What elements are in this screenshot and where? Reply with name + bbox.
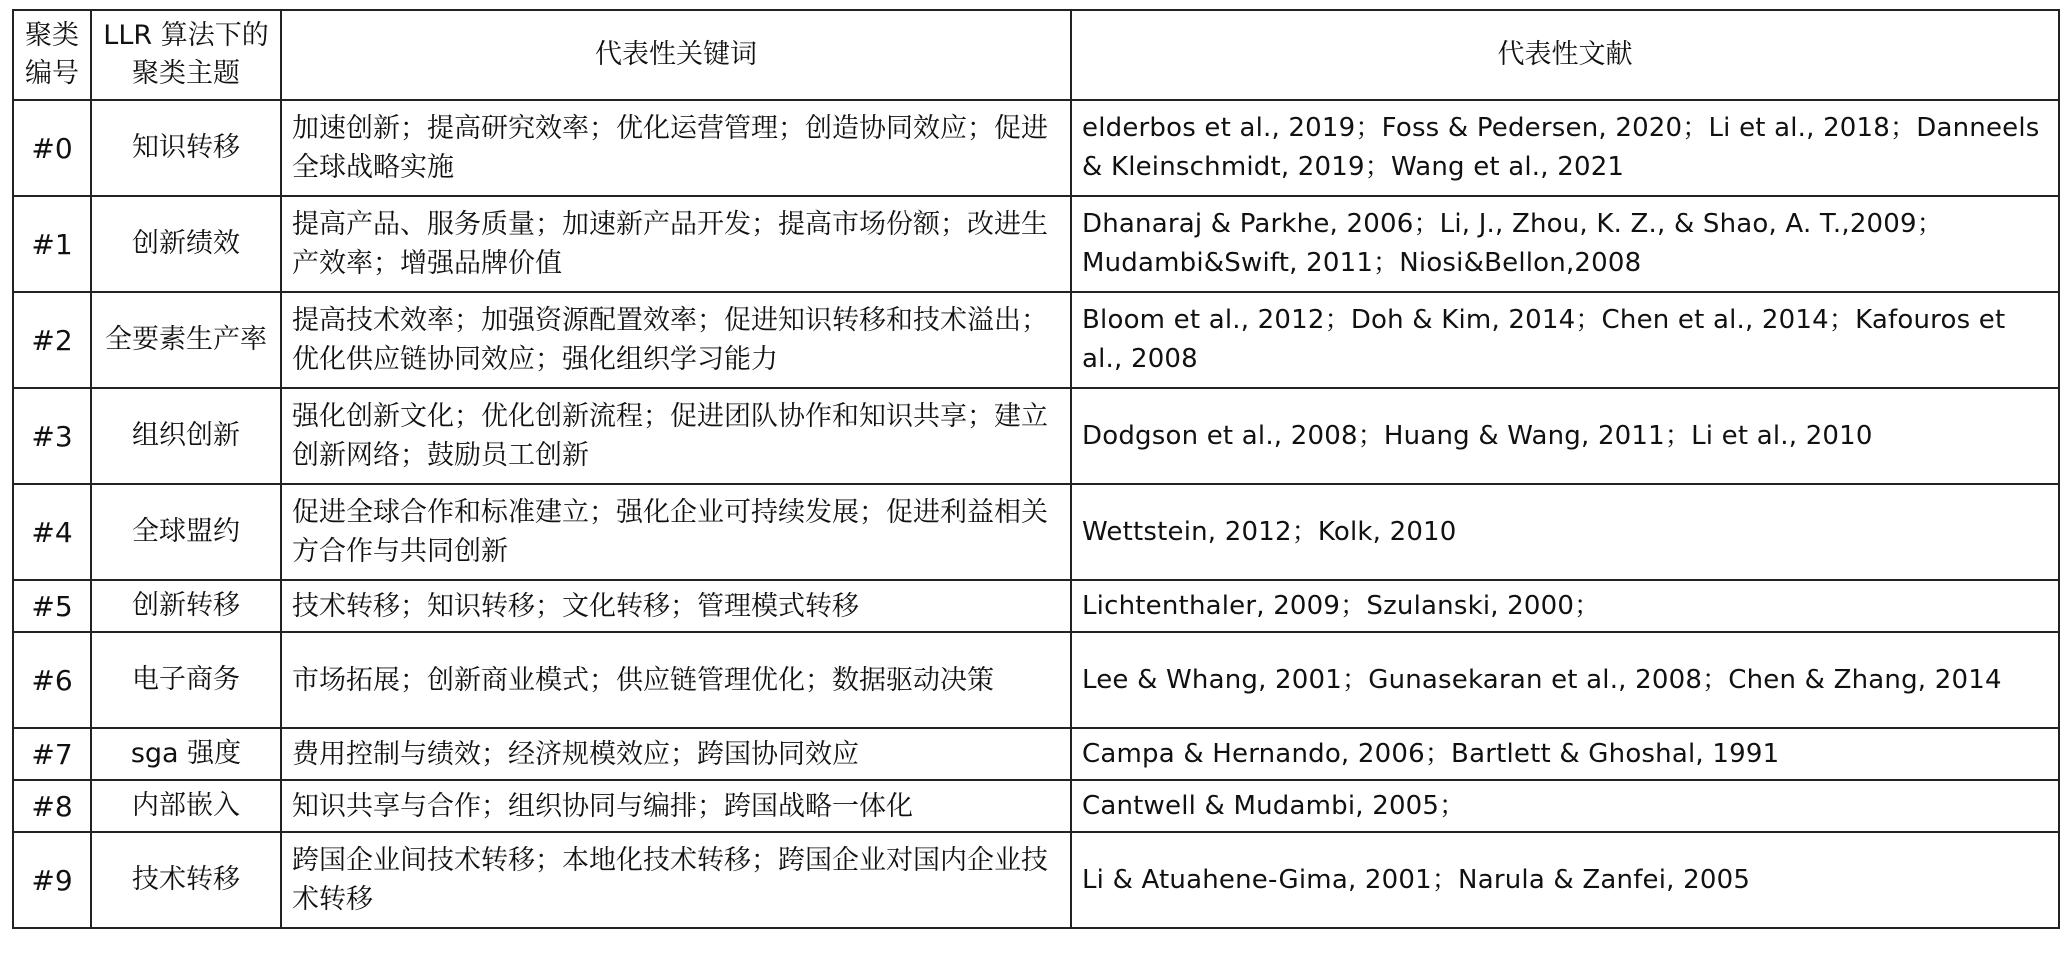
header-literature: 代表性文献	[1071, 10, 2059, 100]
cluster-id-cell: #9	[13, 832, 91, 928]
table-row	[13, 196, 2059, 292]
literature-cell: Li & Atuahene-Gima, 2001；Narula & Zanfei, 2005	[1071, 832, 2059, 928]
keywords-cell: 技术转移；知识转移；文化转移；管理模式转移	[281, 580, 1071, 632]
keywords-cell: 跨国企业间技术转移；本地化技术转移；跨国企业对国内企业技术转移	[281, 832, 1071, 928]
literature-cell: Campa & Hernando, 2006；Bartlett & Ghoshal, 1991	[1071, 728, 2059, 780]
literature-cell: Cantwell & Mudambi, 2005；	[1071, 780, 2059, 832]
header-keywords: 代表性关键词	[281, 10, 1071, 100]
keywords-cell: 知识共享与合作；组织协同与编排；跨国战略一体化	[281, 780, 1071, 832]
topic-cell: 全球盟约	[91, 484, 281, 580]
topic-cell: 电子商务	[91, 632, 281, 728]
topic-cell: 内部嵌入	[91, 780, 281, 832]
literature-cell: Dhanaraj & Parkhe, 2006；Li, J., Zhou, K. Z., & Shao, A. T.,2009；Mudambi&Swift, 2011；Niosi&Bellon,2008	[1071, 196, 2059, 292]
keywords-cell: 促进全球合作和标准建立；强化企业可持续发展；促进利益相关方合作与共同创新	[281, 484, 1071, 580]
table-row	[13, 780, 2059, 832]
topic-cell: 全要素生产率	[91, 292, 281, 388]
cluster-id-cell: #5	[13, 580, 91, 632]
topic-cell: 组织创新	[91, 388, 281, 484]
literature-cell: Bloom et al., 2012；Doh & Kim, 2014；Chen et al., 2014；Kafouros et al., 2008	[1071, 292, 2059, 388]
table-row	[13, 632, 2059, 728]
cluster-table	[12, 9, 2060, 929]
topic-cell: 技术转移	[91, 832, 281, 928]
keywords-cell: 费用控制与绩效；经济规模效应；跨国协同效应	[281, 728, 1071, 780]
keywords-cell: 提高产品、服务质量；加速新产品开发；提高市场份额；改进生产效率；增强品牌价值	[281, 196, 1071, 292]
table-row	[13, 580, 2059, 632]
header-cluster-id: 聚类编号	[13, 10, 91, 100]
topic-cell: 创新绩效	[91, 196, 281, 292]
keywords-cell: 强化创新文化；优化创新流程；促进团队协作和知识共享；建立创新网络；鼓励员工创新	[281, 388, 1071, 484]
topic-cell: 创新转移	[91, 580, 281, 632]
table-row	[13, 484, 2059, 580]
cluster-id-cell: #7	[13, 728, 91, 780]
table-header-row	[13, 10, 2059, 100]
cluster-id-cell: #4	[13, 484, 91, 580]
literature-cell: Lichtenthaler, 2009；Szulanski, 2000；	[1071, 580, 2059, 632]
header-topic: LLR 算法下的聚类主题	[91, 10, 281, 100]
topic-cell: sga 强度	[91, 728, 281, 780]
table-row	[13, 832, 2059, 928]
topic-cell: 知识转移	[91, 100, 281, 196]
cluster-id-cell: #0	[13, 100, 91, 196]
cluster-id-cell: #8	[13, 780, 91, 832]
table-row	[13, 100, 2059, 196]
literature-cell: elderbos et al., 2019；Foss & Pedersen, 2020；Li et al., 2018；Danneels & Kleinschmidt, 2019；Wang et al., 2021	[1071, 100, 2059, 196]
literature-cell: Wettstein, 2012；Kolk, 2010	[1071, 484, 2059, 580]
cluster-id-cell: #2	[13, 292, 91, 388]
keywords-cell: 加速创新；提高研究效率；优化运营管理；创造协同效应；促进全球战略实施	[281, 100, 1071, 196]
keywords-cell: 市场拓展；创新商业模式；供应链管理优化；数据驱动决策	[281, 632, 1071, 728]
literature-cell: Lee & Whang, 2001；Gunasekaran et al., 2008；Chen & Zhang, 2014	[1071, 632, 2059, 728]
table-row	[13, 388, 2059, 484]
cluster-id-cell: #1	[13, 196, 91, 292]
cluster-id-cell: #3	[13, 388, 91, 484]
cluster-id-cell: #6	[13, 632, 91, 728]
keywords-cell: 提高技术效率；加强资源配置效率；促进知识转移和技术溢出；优化供应链协同效应；强化组织学习能力	[281, 292, 1071, 388]
table-row	[13, 728, 2059, 780]
literature-cell: Dodgson et al., 2008；Huang & Wang, 2011；Li et al., 2010	[1071, 388, 2059, 484]
table-row	[13, 292, 2059, 388]
